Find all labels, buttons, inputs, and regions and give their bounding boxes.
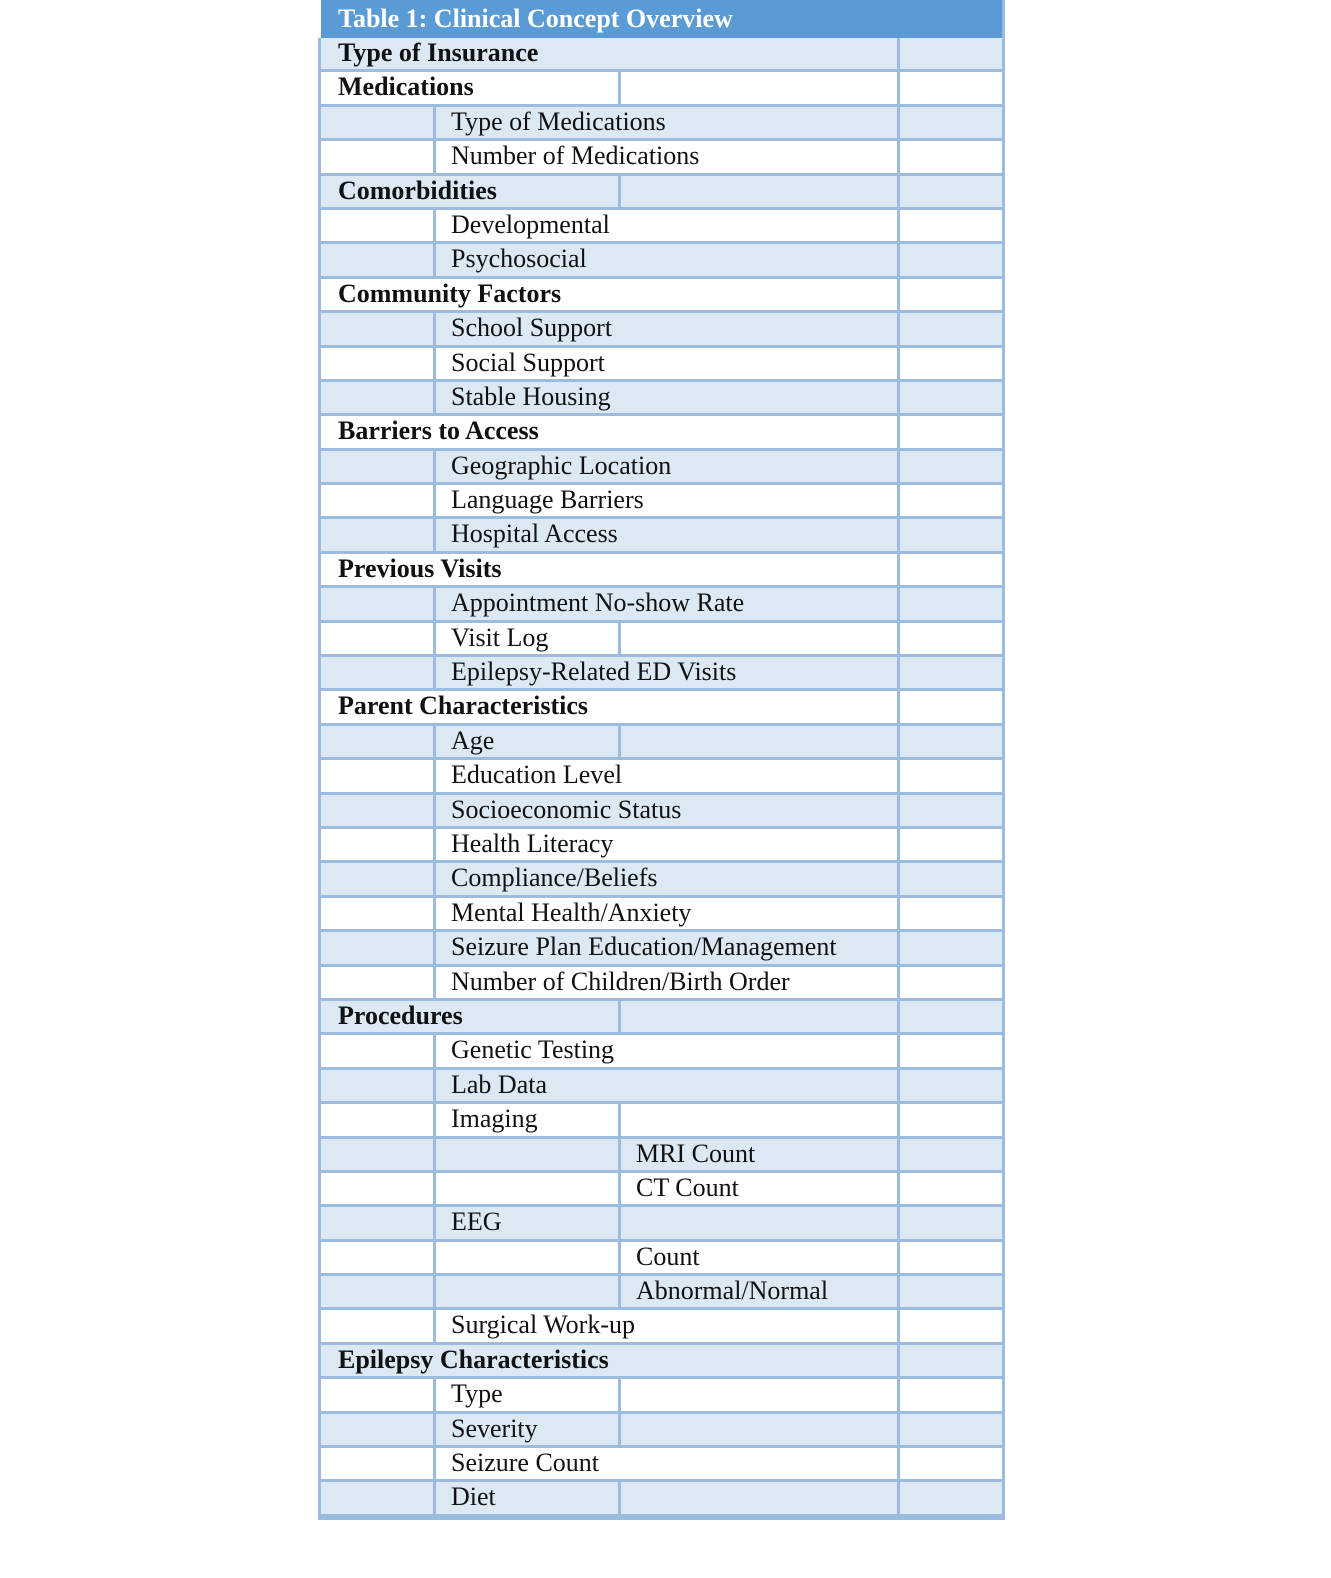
subcategory-label: Developmental	[451, 209, 610, 239]
table-row	[321, 279, 1002, 313]
table-cell-empty	[900, 898, 1002, 929]
table-cell-empty	[900, 279, 1002, 310]
subcategory-label: Seizure Count	[451, 1448, 600, 1478]
table-cell-empty	[321, 1414, 436, 1445]
table-cell-empty	[321, 519, 436, 550]
table-cell-empty	[900, 107, 1002, 138]
subcategory-label: Socioeconomic Status	[451, 794, 682, 824]
table-row	[321, 72, 1002, 106]
table-cell-empty	[621, 72, 900, 103]
category-label: Medications	[338, 72, 474, 102]
table-cell-label	[436, 726, 621, 757]
table-row	[321, 1448, 1002, 1482]
table-row	[321, 348, 1002, 382]
table-cell-empty	[321, 1276, 436, 1307]
table-row	[321, 485, 1002, 519]
table-cell-empty	[436, 1139, 621, 1170]
table-row	[321, 1139, 1002, 1173]
table-row	[321, 519, 1002, 553]
table-row	[321, 554, 1002, 588]
table-row	[321, 898, 1002, 932]
table-cell-label	[321, 176, 621, 207]
table-cell-empty	[321, 1104, 436, 1135]
detail-label: CT Count	[636, 1172, 739, 1202]
table-cell-empty	[900, 726, 1002, 757]
table-row	[321, 795, 1002, 829]
table-cell-empty	[321, 1379, 436, 1410]
table-row	[321, 244, 1002, 278]
table-cell-empty	[621, 726, 900, 757]
table-cell-empty	[900, 313, 1002, 344]
table-cell-label	[436, 1207, 621, 1238]
table-cell-empty	[900, 485, 1002, 516]
category-label: Comorbidities	[338, 175, 497, 205]
table-cell-empty	[321, 1035, 436, 1066]
table-cell-empty	[621, 1414, 900, 1445]
table-cell-empty	[900, 691, 1002, 722]
table-cell-label	[436, 141, 900, 172]
table-cell-label	[436, 348, 900, 379]
table-cell-label	[321, 38, 900, 69]
table-cell-empty	[900, 141, 1002, 172]
table-cell-label	[321, 1001, 621, 1032]
table-cell-label	[436, 967, 900, 998]
table-caption: Table 1: Clinical Concept Overview	[318, 0, 1002, 38]
subcategory-label: Imaging	[451, 1104, 538, 1134]
table-cell-label	[436, 210, 900, 241]
table-cell-empty	[900, 72, 1002, 103]
table-cell-empty	[900, 829, 1002, 860]
table-row	[321, 1345, 1002, 1379]
table-cell-label	[436, 1482, 621, 1513]
table-cell-empty	[900, 1104, 1002, 1135]
subcategory-label: Number of Children/Birth Order	[451, 966, 790, 996]
table-row	[321, 1070, 1002, 1104]
table-cell-label	[436, 244, 900, 275]
table-cell-label	[436, 795, 900, 826]
table-cell-label	[321, 554, 900, 585]
table-row	[321, 760, 1002, 794]
table-row	[321, 1310, 1002, 1344]
table-row	[321, 141, 1002, 175]
table-cell-empty	[621, 623, 900, 654]
table-row	[321, 967, 1002, 1001]
subcategory-label: Number of Medications	[451, 141, 700, 171]
table-row	[321, 1173, 1002, 1207]
table-cell-label	[436, 1035, 900, 1066]
table-cell-empty	[900, 451, 1002, 482]
subcategory-label: Type	[451, 1379, 503, 1409]
table-cell-label	[436, 588, 900, 619]
category-label: Previous Visits	[338, 553, 502, 583]
table-row	[321, 416, 1002, 450]
table-cell-label	[321, 72, 621, 103]
subcategory-label: Social Support	[451, 347, 605, 377]
table-cell-empty	[321, 210, 436, 241]
table-cell-empty	[321, 829, 436, 860]
table-cell-empty	[321, 1448, 436, 1479]
table-cell-empty	[900, 519, 1002, 550]
table-cell-label	[436, 863, 900, 894]
table-row	[321, 1276, 1002, 1310]
table-cell-label	[436, 519, 900, 550]
table-cell-label	[436, 1379, 621, 1410]
table-cell-empty	[900, 760, 1002, 791]
table-cell-label	[321, 1345, 900, 1376]
table-body	[321, 38, 1002, 1517]
table-cell-empty	[321, 382, 436, 413]
table-row	[321, 313, 1002, 347]
subcategory-label: Epilepsy-Related ED Visits	[451, 657, 737, 687]
table-row	[321, 863, 1002, 897]
table-row	[321, 1035, 1002, 1069]
table-cell-empty	[436, 1173, 621, 1204]
table-cell-empty	[321, 1207, 436, 1238]
table-row	[321, 829, 1002, 863]
table-cell-empty	[321, 795, 436, 826]
table-cell-label	[436, 623, 621, 654]
subcategory-label: Education Level	[451, 760, 623, 790]
table-cell-empty	[900, 1001, 1002, 1032]
table-row	[321, 1242, 1002, 1276]
table-cell-label	[436, 451, 900, 482]
table-cell-empty	[321, 1482, 436, 1513]
table-cell-label	[436, 760, 900, 791]
table-cell-empty	[321, 451, 436, 482]
table-cell-label	[436, 107, 900, 138]
category-label: Parent Characteristics	[338, 691, 589, 721]
table-cell-label	[436, 829, 900, 860]
table-cell-empty	[900, 1310, 1002, 1341]
table-cell-empty	[900, 244, 1002, 275]
table-cell-empty	[900, 1070, 1002, 1101]
subcategory-label: Stable Housing	[451, 381, 611, 411]
subcategory-label: Surgical Work-up	[451, 1310, 635, 1340]
subcategory-label: Compliance/Beliefs	[451, 863, 658, 893]
subcategory-label: Geographic Location	[451, 450, 672, 480]
category-label: Epilepsy Characteristics	[338, 1344, 609, 1374]
table-cell-empty	[321, 348, 436, 379]
table-cell-label	[621, 1242, 900, 1273]
table-row	[321, 932, 1002, 966]
subcategory-label: School Support	[451, 313, 613, 343]
table-cell-label	[436, 1104, 621, 1135]
table-cell-label	[436, 1414, 621, 1445]
table-row	[321, 382, 1002, 416]
table-cell-empty	[900, 932, 1002, 963]
table-row	[321, 1414, 1002, 1448]
table-cell-label	[436, 1310, 900, 1341]
table-cell-empty	[900, 1414, 1002, 1445]
table-cell-empty	[621, 1482, 900, 1513]
table-cell-empty	[900, 657, 1002, 688]
table-cell-empty	[321, 863, 436, 894]
detail-label: MRI Count	[636, 1138, 756, 1168]
table-row	[321, 1207, 1002, 1241]
table-cell-label	[436, 932, 900, 963]
table-cell-label	[621, 1173, 900, 1204]
table-cell-empty	[321, 932, 436, 963]
table-row	[321, 1482, 1002, 1516]
table-row	[321, 1104, 1002, 1138]
table-cell-empty	[900, 1207, 1002, 1238]
subcategory-label: Health Literacy	[451, 828, 614, 858]
table-cell-empty	[900, 967, 1002, 998]
table-cell-label	[436, 1070, 900, 1101]
table-row	[321, 107, 1002, 141]
table-cell-empty	[900, 1448, 1002, 1479]
table-row	[321, 38, 1002, 72]
table-cell-empty	[900, 1345, 1002, 1376]
table-cell-label	[621, 1139, 900, 1170]
table-cell-empty	[900, 863, 1002, 894]
subcategory-label: Mental Health/Anxiety	[451, 897, 692, 927]
table-cell-empty	[321, 588, 436, 619]
subcategory-label: EEG	[451, 1207, 502, 1237]
subcategory-label: Type of Medications	[451, 106, 666, 136]
table-cell-empty	[621, 1207, 900, 1238]
category-label: Barriers to Access	[338, 416, 539, 446]
table-row	[321, 657, 1002, 691]
table-cell-empty	[321, 313, 436, 344]
table-cell-empty	[621, 1379, 900, 1410]
table-cell-empty	[900, 38, 1002, 69]
table-cell-empty	[436, 1276, 621, 1307]
subcategory-label: Hospital Access	[451, 519, 618, 549]
table-row	[321, 451, 1002, 485]
table-cell-empty	[321, 1173, 436, 1204]
subcategory-label: Appointment No-show Rate	[451, 588, 745, 618]
subcategory-label: Diet	[451, 1482, 496, 1512]
table-cell-empty	[900, 795, 1002, 826]
table-cell-empty	[900, 210, 1002, 241]
table-row	[321, 623, 1002, 657]
table-cell-empty	[321, 760, 436, 791]
table-cell-empty	[900, 1173, 1002, 1204]
table-cell-empty	[321, 967, 436, 998]
category-label: Procedures	[338, 1000, 463, 1030]
table-cell-empty	[900, 554, 1002, 585]
table-row	[321, 726, 1002, 760]
table-cell-empty	[900, 1242, 1002, 1273]
table-cell-empty	[900, 1379, 1002, 1410]
table-cell-label	[436, 1448, 900, 1479]
subcategory-label: Severity	[451, 1413, 538, 1443]
table-cell-empty	[321, 1242, 436, 1273]
table-cell-label	[436, 485, 900, 516]
detail-label: Count	[636, 1241, 700, 1271]
table-cell-label	[436, 382, 900, 413]
table-row	[321, 210, 1002, 244]
category-label: Type of Insurance	[338, 38, 539, 67]
table-cell-empty	[321, 141, 436, 172]
table-cell-empty	[900, 1139, 1002, 1170]
table-cell-empty	[321, 898, 436, 929]
table-cell-empty	[900, 588, 1002, 619]
table-cell-empty	[900, 1482, 1002, 1513]
table-cell-empty	[900, 1276, 1002, 1307]
subcategory-label: Language Barriers	[451, 485, 644, 515]
table-cell-label	[436, 898, 900, 929]
clinical-concept-table	[318, 0, 1005, 1520]
table-cell-empty	[621, 176, 900, 207]
subcategory-label: Lab Data	[451, 1069, 548, 1099]
table-row	[321, 1001, 1002, 1035]
table-cell-empty	[900, 176, 1002, 207]
table-cell-label	[436, 313, 900, 344]
table-cell-empty	[321, 657, 436, 688]
table-cell-label	[621, 1276, 900, 1307]
table-cell-empty	[621, 1104, 900, 1135]
table-cell-empty	[900, 348, 1002, 379]
table-row	[321, 1379, 1002, 1413]
table-cell-empty	[900, 1035, 1002, 1066]
table-cell-empty	[900, 416, 1002, 447]
table-cell-empty	[900, 382, 1002, 413]
table-row	[321, 691, 1002, 725]
table-row	[321, 176, 1002, 210]
subcategory-label: Seizure Plan Education/Management	[451, 932, 837, 962]
table-cell-label	[321, 416, 900, 447]
table-cell-empty	[321, 485, 436, 516]
subcategory-label: Age	[451, 725, 495, 755]
table-row	[321, 588, 1002, 622]
table-cell-empty	[321, 1310, 436, 1341]
table-cell-label	[436, 657, 900, 688]
subcategory-label: Visit Log	[451, 622, 549, 652]
table-cell-empty	[321, 244, 436, 275]
category-label: Community Factors	[338, 278, 562, 308]
subcategory-label: Genetic Testing	[451, 1035, 615, 1065]
table-cell-empty	[321, 1070, 436, 1101]
table-cell-empty	[321, 1139, 436, 1170]
detail-label: Abnormal/Normal	[636, 1276, 829, 1306]
table-cell-empty	[436, 1242, 621, 1273]
table-cell-empty	[321, 726, 436, 757]
table-cell-empty	[900, 623, 1002, 654]
subcategory-label: Psychosocial	[451, 244, 587, 274]
table-cell-empty	[621, 1001, 900, 1032]
table-cell-empty	[321, 623, 436, 654]
table-cell-label	[321, 279, 900, 310]
table-cell-label	[321, 691, 900, 722]
table-cell-empty	[321, 107, 436, 138]
